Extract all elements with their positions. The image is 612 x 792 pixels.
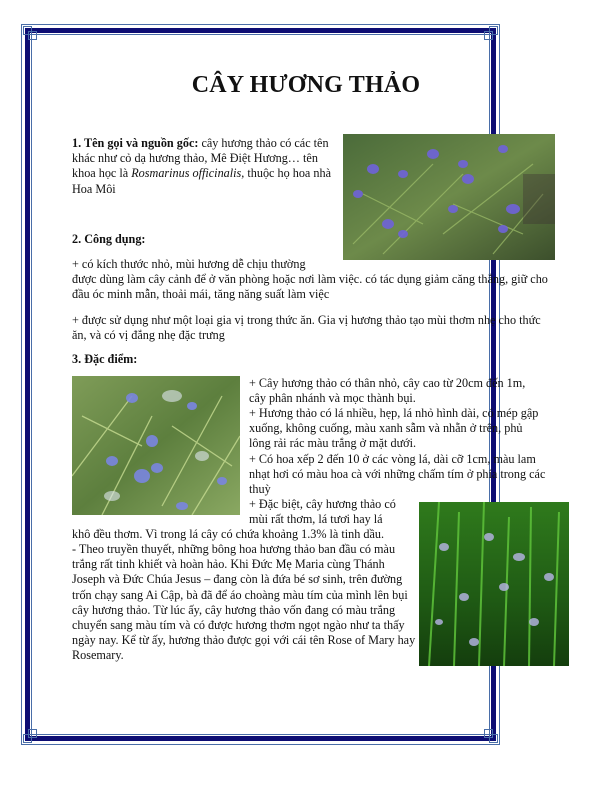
border-corner-ornament	[28, 729, 37, 738]
section-1-paragraph	[72, 136, 338, 197]
section-3-heading: 3. Đặc điểm:	[72, 352, 138, 366]
section-3-bullet-2: + Hương thảo có lá nhiều, hẹp, lá nhỏ hình dài, có mép gập xuống, không cuống, màu xanh sẫm và nhẵn ở trên, phủ lông rải rác màu trắng ở mặt dưới.	[249, 406, 539, 451]
section-1-heading: 1. Tên gọi và nguồn gốc:	[72, 136, 199, 150]
scientific-name: Rosmarinus officinalis,	[131, 166, 245, 181]
section-3-bullet-4: + Đặc biệt, cây hương thảo có mùi rất thơm, lá tươi hay lá	[249, 497, 396, 527]
border-corner-ornament	[28, 31, 37, 40]
border-corner-ornament	[484, 729, 493, 738]
section-3-legend: - Theo truyền thuyết, những bông hoa hương thảo ban đầu có màu trắng rất tinh khiết và hoàn hảo. Khi Đức Mẹ Maria cùng Thánh Joseph và Đức Chúa Jesus – đang còn là đứa bé sơ sinh, trên đường trốn chạy sang Ai Cập, bà đã để áo choàng màu tím của mình lên bụi cây hương thảo. Từ lúc ấy, cây hương thảo vốn đang có màu trắng chuyển sang màu tím và có được hương thơm ngọt ngào như ta thấy ngày nay. Kể từ ấy, hương thảo được gọi với cái tên Rose of Mary hay Rosemary.	[72, 542, 416, 663]
border-corner-ornament	[484, 31, 493, 40]
section-3-bullet-1: + Cây hương thảo có thân nhỏ, cây cao từ 20cm đến 1m, cây phân nhánh và mọc thành bụi.	[249, 376, 526, 406]
rosemary-photo-3	[419, 502, 569, 666]
section-3-bullet-3: + Có hoa xếp 2 đến 10 ở các vòng lá, dài cỡ 1cm, màu lam nhạt hơi có màu hoa cà với những chấm tím ở phía trong các thuỳ	[249, 452, 546, 497]
section-2-paragraph-1: được dùng làm cây cảnh để ở văn phòng hoặc nơi làm việc. có tác dụng giảm căng thẳng, giữ cho đầu óc minh mẫn, thoải mái, tăng năng suất làm việc	[72, 272, 548, 302]
rosemary-photo-1	[343, 134, 555, 260]
section-1-text-end: thuộc họ hoa nhà Hoa Môi	[72, 166, 331, 196]
section-2-paragraph-2: + được sử dụng như một loại gia vị trong thức ăn. Gia vị hương thảo tạo mùi thơm nhẹ cho thức ăn, và có vị đắng nhẹ đặc trưng	[72, 313, 541, 343]
page-title: CÂY HƯƠNG THẢO	[191, 72, 421, 98]
section-2-heading: 2. Công dụng:	[72, 232, 146, 246]
rosemary-photo-2	[72, 376, 240, 515]
section-3-bullet-4-continued: khô đều thơm. Vì trong lá cây có chứa khoảng 1.3% là tinh dầu.	[72, 527, 385, 541]
section-1-text: cây hương thảo có các tên khác như cỏ dạ hương thảo, Mê Điệt Hương… tên khoa học là	[72, 136, 329, 181]
section-2-line-1: + có kích thước nhỏ, mùi hương dễ chịu thường	[72, 257, 306, 271]
